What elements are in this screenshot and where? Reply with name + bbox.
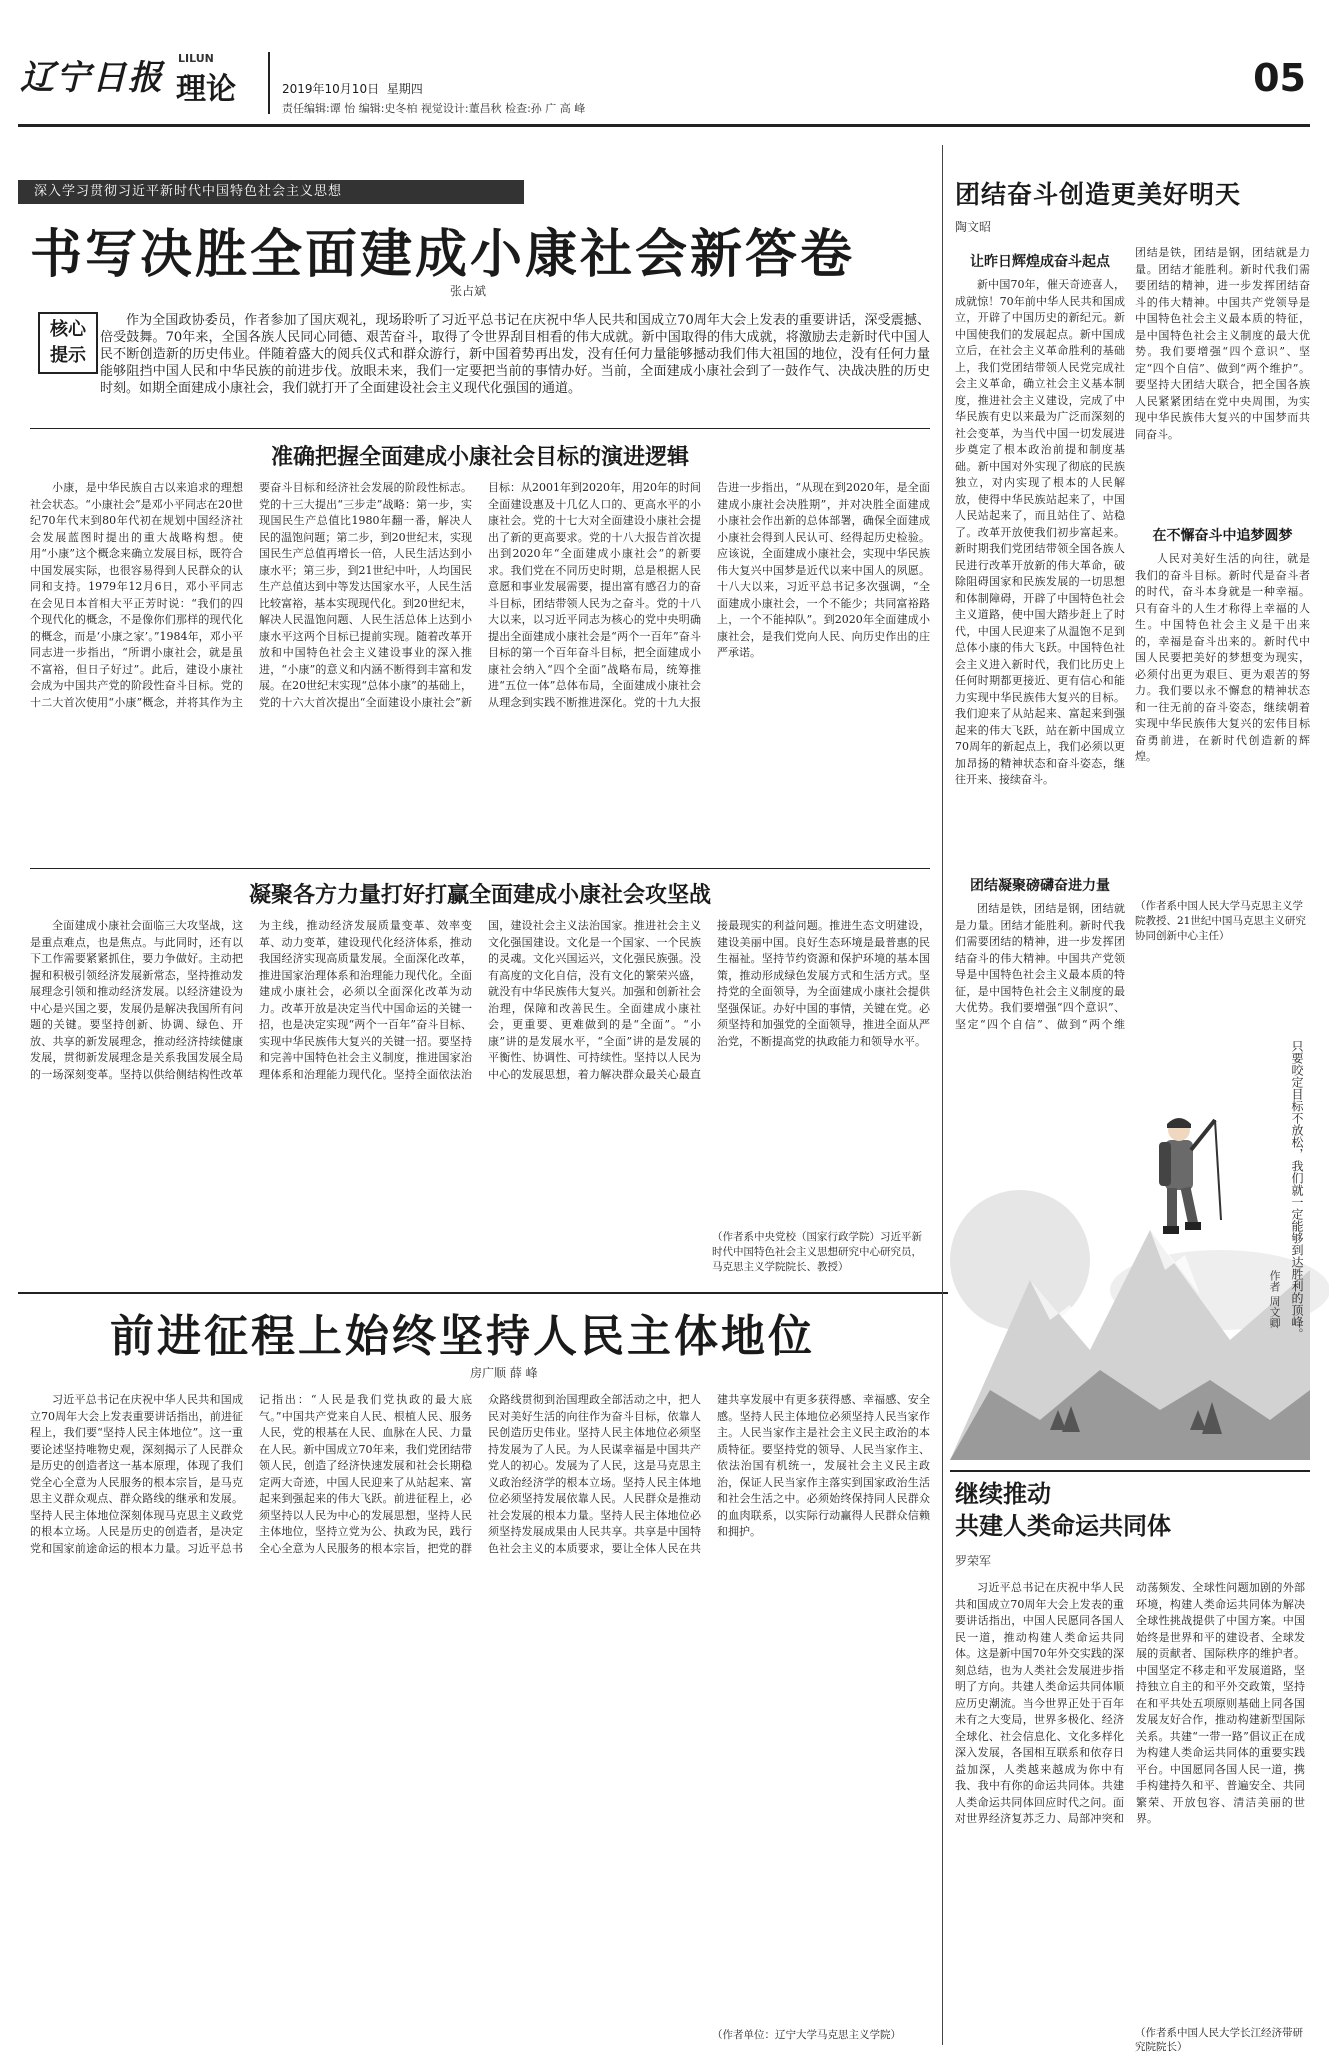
article-divider [18, 1292, 948, 1294]
sidebar-sub2: 团结凝聚磅礴奋进力量 [970, 878, 1110, 894]
date: 2019年10月10日 [282, 82, 380, 96]
section-rule-2 [30, 868, 930, 869]
section1-body: 小康，是中华民族自古以来追求的理想社会状态。“小康社会”是邓小平同志在20世纪70年代末到80年代初在规划中国经济社会发展蓝图时提出的重大战略构想。使用“小康”这个概念来确立发展目标，既符合中国发展实际，也很容易得到人民群众的认同和支持。1979年12月6日，邓小平同志在会见日本首相大平正芳时说：“我们的四个现代化的概念，不是像你们那样的现代化的概念，而是‘小康之家’。”1984年，邓小平同志进一步指出，“所谓小康社会，就是虽不富裕，但日子好过”。此后，建设小康社会成为中国共产党的阶段性奋斗目标。党的十二大首次使用“小康”概念，并将其作为主要奋斗目标和经济社会发展的阶段性标志。党的十三大提出“三步走”战略：第一步，实现国民生产总值比1980年翻一番，解决人民的温饱问题；第二步，到20世纪末，实现国民生产总值再增长一倍，人民生活达到小康水平；第三步，到21世纪中叶，人均国民生产总值达到中等发达国家水平，人民生活比较富裕，基本实现现代化。到20世纪末，解决人民温饱问题、人民生活总体上达到小康水平这两个目标已提前实现。随着改革开放和中国特色社会主义建设事业的深入推进，“小康”的意义和内涵不断得到丰富和发展。在20世纪末实现“总体小康”的基础上，党的十六大首次提出“全面建设小康社会”新目标：从2001年到2020年，用20年的时间全面建设惠及十几亿人口的、更高水平的小康社会。党的十七大对全面建设小康社会提出了新的更高要求。党的十八大报告首次提出到2020年“全面建成小康社会”的新要求。我们党在不同历史时期，总是根据人民意愿和事业发展需要，提出富有感召力的奋斗目标，团结带领人民为之奋斗。党的十八大以来，以习近平同志为核心的党中央明确提出全面建成小康社会是“两个一百年”奋斗目标的第一个百年奋斗目标，把全面建成小康社会纳入“四个全面”战略布局，统筹推进“五位一体”总体布局，全面建成小康社会从理念到实践不断推进深化。党的十九大报告进一步指出，“从现在到2020年，是全面建成小康社会决胜期”，并对决胜全面建成小康社会作出新的总体部署，确保全面建成小康社会得到人民认可、经得起历史检验。应该说，全面建成小康社会，实现中华民族伟大复兴中国梦是近代以来中国人的夙愿。十八大以来，习近平总书记多次强调，“全面建成小康社会，一个不能少；共同富裕路上，一个不能掉队”。到2020年全面建成小康社会，是我们党向人民、向历史作出的庄严承诺。 [30, 481, 930, 709]
series-banner: 深入学习贯彻习近平新时代中国特色社会主义思想 [18, 180, 524, 204]
editor-credits: 责任编辑:谭 怡 编辑:史冬柏 视觉设计:董昌秋 检查:孙 广 高 峰 [282, 102, 586, 115]
issue-date [282, 80, 423, 97]
sidebar-bottom-headline [955, 1478, 1305, 1542]
sidebar-author: 陶文昭 [955, 220, 992, 234]
lead-abstract: 作为全国政协委员，作者参加了国庆观礼，现场聆听了习近平总书记在庆祝中华人民共和国成立70周年大会上发表的重要讲话，深受震撼、倍受鼓舞。70年来，全国各族人民同心同德、艰苦奋斗，取得了令世界刮目相看的伟大成就。新中国取得的伟大成就，将激励去走新时代中国人民不断创造新的历史伟业。伴随着盛大的阅兵仪式和群众游行，新中国着势再出发，没有任何力量能够撼动我们伟大祖国的地位，没有任何力量能够阻挡中国人民和中华民族的前进步伐。放眼未来，我们一定要把当前的事情办好。当前，全面建成小康社会到了一鼓作气、决战决胜的历史时刻。如期全面建成小康社会，我们就打开了全面建设社会主义现代化强国的通道。 [100, 313, 930, 396]
masthead [18, 22, 1310, 132]
paper-logo: 辽宁日报 [20, 58, 164, 98]
illustration-artist: 作者 周文卿 [1268, 1270, 1281, 1329]
section2-author-note: （作者系中央党校（国家行政学院）习近平新时代中国特色社会主义思想研究中心研究员，马克思主义学院院长、教授） [712, 1231, 922, 1273]
sidebar-sub1: 让昨日辉煌成奋斗起点 [970, 254, 1110, 270]
section-title: 理论 [176, 72, 236, 107]
sidebar-bottom-headline-line1: 继续推动 [955, 1479, 1051, 1508]
sidebar-body1: 新中国70年，催天奇迹喜人，成就惊！70年前中华人民共和国成立，开辟了中国历史的新纪元。新中国使我们的发展起点。新中国成立后，在社会主义革命胜利的基础上，我们党团结带领人民党完成社会主义革命，确立社会主义基本制度，推进社会主义建设，完成了中华民族有史以来最为广泛而深刻的社会变革，为当代中国一切发展进步奠定了根本政治前提和制度基础。新中国对外实现了彻底的民族独立，对内实现了根本的人民解放，使得中华民族站起来了，中国人民站起来了，而且站住了、站稳了。改革开放使我们初步富起来。新时期我们党团结带领全国各族人民进行改革开放新的伟大革命，破除阻碍国家和民族发展的一切思想和体制障碍，开辟了中国特色社会主义道路，使中国大踏步赶上了时代，中国人民迎来了从温饱不足到总体小康的伟大飞跃。中国特色社会主义进入新时代，我们比历史上任何时期都更接近、更有信心和能力实现中华民族伟大复兴的目标。我们迎来了从站起来、富起来到强起来的伟大飞跃，站在新中国成立70周年的新起点上，我们必须以更加昂扬的精神状态和奋斗姿态，继往开来、接续奋斗。 [955, 278, 1125, 786]
lead-headline: 书写决胜全面建成小康社会新答卷 [30, 224, 856, 285]
sidebar-body3: 人民对美好生活的向往，就是我们的奋斗目标。新时代是奋斗者的时代，奋斗本身就是一种幸福。只有奋斗的人生才称得上幸福的人生。中国特色社会主义是干出来的，幸福是奋斗出来的。新时代中国人民要把美好的梦想变为现实，必须付出更为艰巨、更为艰苦的努力。我们要以永不懈怠的精神状态和一往无前的奋斗姿态，继续朝着实现中华民族伟大复兴的宏伟目标奋勇前进，在新时代创造新的辉煌。 [1135, 552, 1310, 763]
core-tip-badge [38, 312, 98, 374]
third-authors: 房广顺 薛 峰 [470, 1366, 538, 1380]
page-number: 05 [1253, 56, 1306, 100]
sidebar-bottom-author: 罗荣军 [955, 1554, 992, 1568]
masthead-rule [18, 124, 1310, 127]
third-headline: 前进征程上始终坚持人民主体地位 [110, 1311, 815, 1362]
sidebar-body2: 团结是铁，团结是钢，团结就是力量。团结才能胜利。新时代我们需要团结的精神，进一步发挥团结奋斗的伟大精神。中国共产党领导是中国特色社会主义最本质的特征，是中国特色社会主义制度的最大优势。我们要增强“四个意识”、坚定“四个自信”、做到“两个维 [955, 902, 1125, 1031]
sidebar-col-left [955, 245, 1125, 1031]
section2-title: 凝聚各方力量打好打赢全面建成小康社会攻坚战 [248, 882, 711, 908]
section-pinyin: LILUN [178, 52, 214, 65]
section-rule [30, 428, 930, 429]
core-tip-label: 核心提示 [50, 319, 86, 366]
sidebar-author-note: （作者系中国人民大学马克思主义学院教授、21世纪中国马克思主义研究协同创新中心主任） [1135, 900, 1306, 942]
sidebar-bottom-author-note: （作者系中国人民大学长江经济带研究院院长） [1135, 2027, 1303, 2053]
masthead-divider [268, 52, 270, 114]
lead-author: 张占斌 [450, 284, 487, 298]
mountain-illustration [950, 1030, 1310, 1460]
sidebar-bottom-body: 习近平总书记在庆祝中华人民共和国成立70周年大会上发表的重要讲话指出，中国人民愿同各国人民一道，推动构建人类命运共同体。这是新中国70年外交实践的深刻总结，也为人类社会发展进步指明了方向。共建人类命运共同体顺应历史潮流。当今世界正处于百年未有之大变局，世界多极化、经济全球化、社会信息化、文化多样化深入发展，各国相互联系和依存日益加深，人类越来越成为你中有我、我中有你的命运共同体。共建人类命运共同体回应时代之问。面对世界经济复苏乏力、局部冲突和动荡频发、全球性问题加剧的外部环境，构建人类命运共同体为解决全球性挑战提供了中国方案。中国始终是世界和平的建设者、全球发展的贡献者、国际秩序的维护者。中国坚定不移走和平发展道路，坚持独立自主的和平外交政策，坚持在和平共处五项原则基础上同各国发展友好合作，推动构建新型国际关系。共建“一带一路”倡议正在成为构建人类命运共同体的重要实践平台。中国愿同各国人民一道，携手构建持久和平、普遍安全、共同繁荣、开放包容、清洁美丽的世界。 [955, 1581, 1305, 1825]
sidebar-headline: 团结奋斗创造更美好明天 [955, 180, 1242, 209]
climber-mountain-icon [950, 1030, 1310, 1460]
third-author-note: （作者单位：辽宁大学马克思主义学院） [712, 2029, 901, 2041]
sidebar-bottom-headline-line2: 共建人类命运共同体 [955, 1511, 1171, 1540]
sidebar-divider [950, 1470, 1310, 1472]
sidebar-body1-cont [1135, 245, 1310, 515]
section1-title: 准确把握全面建成小康社会目标的演进逻辑 [270, 444, 689, 470]
sidebar-sub3: 在不懈奋斗中追梦圆梦 [1152, 528, 1293, 544]
sidebar-col-right [1135, 245, 1310, 1005]
column-divider [942, 145, 943, 2045]
illustration-caption: 只要咬定目标不放松，我们就一定能够到达胜利的顶峰。 [1290, 1040, 1304, 1340]
sidebar-continuation: 团结是铁，团结是钢，团结就是力量。团结才能胜利。新时代我们需要团结的精神，进一步发挥团结奋斗的伟大精神。中国共产党领导是中国特色社会主义最本质的特征，是中国特色社会主义制度的最大优势。我们要增强“四个意识”、坚定“四个自信”、做到“两个维护”。要坚持大团结大联合，把全国各族人民紧紧团结在党中央周围，为实现中华民族伟大复兴的中国梦而共同奋斗。 [1135, 246, 1310, 441]
third-body: 习近平总书记在庆祝中华人民共和国成立70周年大会上发表重要讲话指出，前进征程上，我们要“坚持人民主体地位”。这一重要论述坚持唯物史观，深刻揭示了人民群众是历史的创造者这一基本原理，体现了我们党全心全意为人民服务的根本宗旨，是马克思主义群众观点、群众路线的继承和发展。坚持人民主体地位深刻体现马克思主义政党的根本立场。人民是历史的创造者，是决定党和国家前途命运的根本力量。习近平总书记指出：“人民是我们党执政的最大底气。”中国共产党来自人民、根植人民、服务人民，党的根基在人民、血脉在人民、力量在人民。新中国成立70年来，我们党团结带领人民，创造了经济快速发展和社会长期稳定两大奇迹，中国人民迎来了从站起来、富起来到强起来的伟大飞跃。前进征程上，必须坚持以人民为中心的发展思想，坚持人民主体地位，坚持立党为公、执政为民，践行全心全意为人民服务的根本宗旨，把党的群众路线贯彻到治国理政全部活动之中，把人民对美好生活的向往作为奋斗目标，依靠人民创造历史伟业。坚持人民主体地位必须坚持发展为了人民。为人民谋幸福是中国共产党人的初心。发展为了人民，这是马克思主义政治经济学的根本立场。坚持人民主体地位必须坚持发展依靠人民。人民群众是推动社会发展的根本力量。坚持人民主体地位必须坚持发展成果由人民共享。共享是中国特色社会主义的本质要求，要让全体人民在共建共享发展中有更多获得感、幸福感、安全感。坚持人民主体地位必须坚持人民当家作主。人民当家作主是社会主义民主政治的本质特征。要坚持党的领导、人民当家作主、依法治国有机统一，发展社会主义民主政治，保证人民当家作主落实到国家政治生活和社会生活之中。必须始终保持同人民群众的血肉联系，以实际行动赢得人民群众信赖和拥护。 [30, 1393, 930, 1555]
section2-body: 全面建成小康社会面临三大攻坚战，这是重点难点，也是焦点。与此同时，还有以下工作需要紧紧抓住，要力争做好。主动把握和积极引领经济发展新常态，坚持推动发展理念引领和推动经济发展。以经济建设为中心是兴国之要，发展仍是解决我国所有问题的关键。要坚持创新、协调、绿色、开放、共享的新发展理念，推动经济持续健康发展，贯彻新发展理念是关系我国发展全局的一场深刻变革。坚持以供给侧结构性改革为主线，推动经济发展质量变革、效率变革、动力变革，建设现代化经济体系，推动我国经济实现高质量发展。全面深化改革，推进国家治理体系和治理能力现代化。全面建成小康社会，必须以全面深化改革为动力。改革开放是决定当代中国命运的关键一招，也是决定实现“两个一百年”奋斗目标、实现中华民族伟大复兴的关键一招。要坚持和完善中国特色社会主义制度，推进国家治理体系和治理能力现代化。坚持全面依法治国，建设社会主义法治国家。推进社会主义文化强国建设。文化是一个国家、一个民族的灵魂。文化兴国运兴，文化强民族强。没有高度的文化自信，没有文化的繁荣兴盛，就没有中华民族伟大复兴。加强和创新社会治理，保障和改善民生。全面建成小康社会，更重要、更难做到的是“全面”。“小康”讲的是发展水平，“全面”讲的是发展的平衡性、协调性、可持续性。坚持以人民为中心的发展思想，着力解决群众最关心最直接最现实的利益问题。推进生态文明建设，建设美丽中国。良好生态环境是最普惠的民生福祉。坚持节约资源和保护环境的基本国策，推动形成绿色发展方式和生活方式。坚持党的全面领导，为全面建成小康社会提供坚强保证。办好中国的事情，关键在党。必须坚持和加强党的全面领导，推进全面从严治党，不断提高党的执政能力和领导水平。 [30, 919, 930, 1081]
weekday: 星期四 [386, 82, 423, 96]
